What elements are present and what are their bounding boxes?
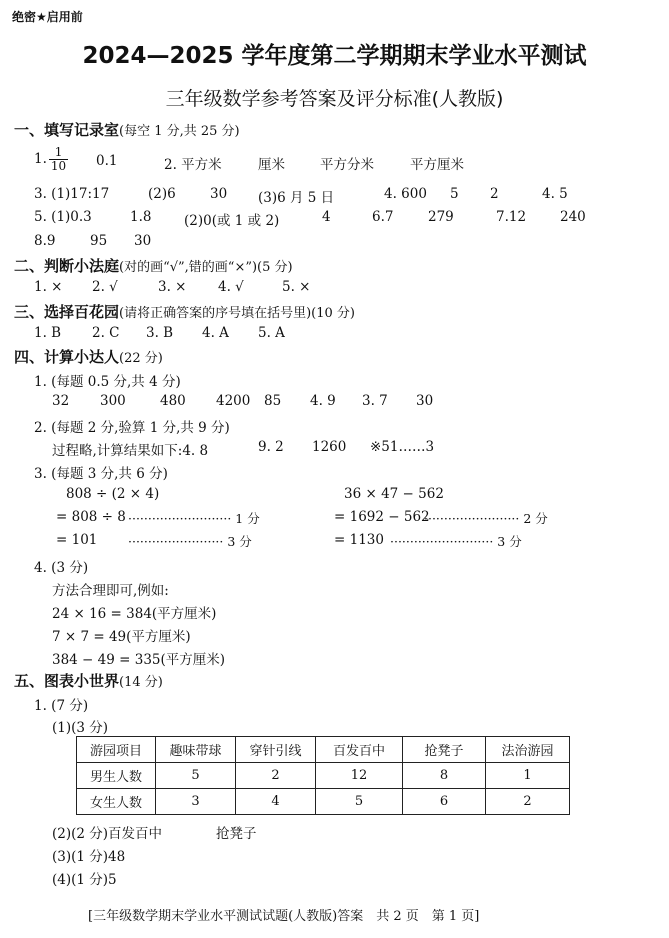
s4-q1-item: 85 [264,393,282,409]
s5-q3: (3)(1 分)48 [52,849,126,865]
section-5-title: 五、图表小世界 [14,672,120,690]
section-3-heading [14,301,355,322]
s1-l3-item: 5. (1)0.3 [34,209,92,225]
s4-q4-line: 7 × 7 = 49(平方厘米) [52,629,191,645]
s4-q2-item: 9. 2 [258,439,284,455]
s4-q4-line: 384 − 49 = 335(平方厘米) [52,652,226,668]
table-cell: 游园项目 [77,737,156,763]
s5-q2-b: 抢凳子 [216,826,257,842]
s1-l2-item: 4. 600 [384,186,427,202]
s4-q3-right-line: 36 × 47 − 562 [344,486,444,502]
s4-q1-item: 300 [100,393,126,409]
table-row [77,763,570,789]
table-cell: 女生人数 [77,789,156,815]
s5-q1-sub: (1)(3 分) [52,720,109,736]
s4-q4-head: 4. (3 分) [34,560,89,576]
s2-item: 1. × [34,279,63,295]
s2-item: 3. × [158,279,187,295]
s1-l3-item: (2)0(或 1 或 2) [184,213,280,229]
s1-l1-item: 0.1 [96,153,118,169]
s1-l1-item: 2. 平方米 [164,157,222,173]
section-3-note: (请将正确答案的序号填在括号里)(10 分) [119,306,355,321]
s4-q1-item: 30 [416,393,434,409]
section-4-heading [14,346,163,367]
section-3-title: 三、选择百花园 [14,303,120,321]
s3-item: 4. A [202,325,229,341]
table-cell: 抢凳子 [403,737,486,763]
s1-l3-item: 279 [428,209,454,225]
table-header-row [77,737,570,763]
s4-q1-item: 32 [52,393,70,409]
s1-l2-item: (2)6 [148,186,176,202]
s4-q3-left-line: 808 ÷ (2 × 4) [66,486,160,502]
section-2-title: 二、判断小法庭 [14,257,120,275]
s4-q2-text: 过程略,计算结果如下:4. 8 [52,443,209,459]
s3-item: 2. C [92,325,120,341]
table-cell: 2 [486,789,570,815]
s1-l1-prefix: 1. [34,151,47,167]
table-cell: 5 [316,789,403,815]
section-5-note: (14 分) [119,675,163,690]
s4-q4-line: 24 × 16 = 384(平方厘米) [52,606,217,622]
s1-l2-item: (3)6 月 5 日 [258,190,335,206]
table-cell: 3 [156,789,236,815]
s1-l3-item: 1.8 [130,209,152,225]
s4-q1-item: 480 [160,393,186,409]
s4-q2-head: 2. (每题 2 分,验算 1 分,共 9 分) [34,420,230,436]
table-cell: 法治游园 [486,737,570,763]
section-4-note: (22 分) [119,351,163,366]
s1-l2-item: 2 [490,186,499,202]
s1-l2-item: 3. (1)17:17 [34,186,110,202]
table-cell: 6 [403,789,486,815]
s4-q3-left-score: ·························· 1 分 [128,511,260,526]
table-row [77,789,570,815]
table-cell: 4 [236,789,316,815]
section-1-note: (每空 1 分,共 25 分) [119,124,240,139]
table-cell: 男生人数 [77,763,156,789]
table-cell: 5 [156,763,236,789]
page-footer: [三年级数学期末学业水平测试试题(人教版)答案 共 2 页 第 1 页] [88,909,480,924]
s4-q1-item: 4200 [216,393,251,409]
s4-q3-left-line: = 101 [56,532,98,548]
section-2-heading [14,255,293,276]
table-cell: 2 [236,763,316,789]
s2-item: 5. × [282,279,311,295]
data-table [76,736,570,815]
fraction [49,146,68,173]
s3-item: 5. A [258,325,285,341]
s2-item: 2. √ [92,279,118,295]
s1-l2-item: 30 [210,186,228,202]
s1-l3-item: 6.7 [372,209,394,225]
s4-q3-right-line: = 1692 − 562 [334,509,430,525]
s1-l1-item: 平方分米 [320,157,374,173]
s1-l3-item: 240 [560,209,586,225]
s1-l1-item: 平方厘米 [410,157,464,173]
s5-q4: (4)(1 分)5 [52,872,117,888]
section-5-heading [14,670,163,691]
s4-q3-right-score: ························ 2 分 [424,511,548,526]
s2-item: 4. √ [218,279,244,295]
table-cell: 趣味带球 [156,737,236,763]
s4-q3-left-score: ························ 3 分 [128,534,252,549]
table-cell: 1 [486,763,570,789]
s1-l4-item: 95 [90,233,108,249]
s1-l4-item: 30 [134,233,152,249]
table-cell: 百发百中 [316,737,403,763]
section-4-title: 四、计算小达人 [14,348,120,366]
s1-l1-item: 厘米 [258,157,285,173]
secret-mark: 绝密★启用前 [12,10,83,24]
s5-q2: (2)(2 分)百发百中 [52,826,163,842]
s4-q1-item: 4. 9 [310,393,336,409]
s1-line-1 [34,146,70,173]
s1-l4-item: 8.9 [34,233,56,249]
page-subtitle: 三年级数学参考答案及评分标准(人教版) [165,88,504,110]
s4-q3-left-line: = 808 ÷ 8 [56,509,126,525]
s4-q3-right-line: = 1130 [334,532,384,548]
page-title: 2024—2025 学年度第二学期期末学业水平测试 [82,43,587,69]
fraction-numerator: 1 [49,146,68,160]
s1-l2-item: 5 [450,186,459,202]
table-cell: 8 [403,763,486,789]
s4-q3-head: 3. (每题 3 分,共 6 分) [34,466,168,482]
s3-item: 3. B [146,325,174,341]
s4-q1-item: 3. 7 [362,393,388,409]
s4-q4-line: 方法合理即可,例如: [52,583,169,599]
s3-item: 1. B [34,325,62,341]
s5-q1-head: 1. (7 分) [34,698,89,714]
table-cell: 12 [316,763,403,789]
section-2-note: (对的画“√”,错的画“×”)(5 分) [119,260,293,275]
s1-l3-item: 7.12 [496,209,527,225]
s4-q2-item: 1260 [312,439,347,455]
table-cell: 穿针引线 [236,737,316,763]
s4-q2-item: ※51……3 [370,439,435,455]
s1-l2-item: 4. 5 [542,186,568,202]
s4-q3-right-score: ·························· 3 分 [390,534,522,549]
fraction-denominator: 10 [50,159,67,173]
section-1-title: 一、填写记录室 [14,121,120,139]
s1-l3-item: 4 [322,209,331,225]
s4-q1-head: 1. (每题 0.5 分,共 4 分) [34,374,181,390]
section-1-heading [14,119,240,140]
